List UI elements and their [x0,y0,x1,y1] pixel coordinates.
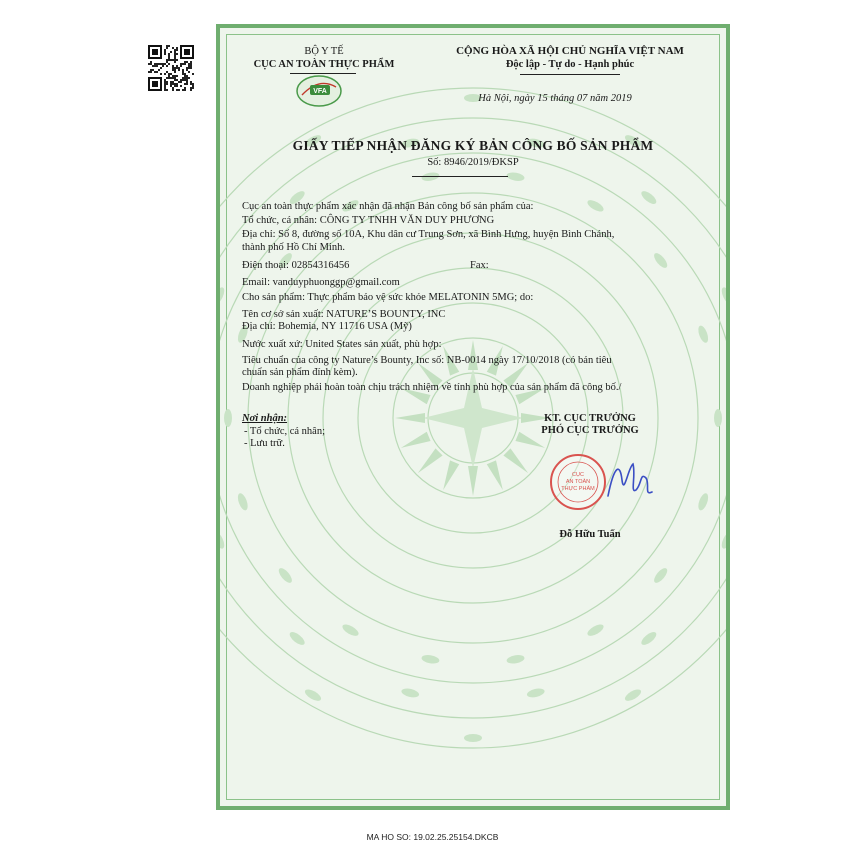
agency-block [224,45,424,71]
motto-underline [520,74,620,75]
fax: Fax: [470,260,489,271]
title-underline [412,176,508,177]
signer-name: Đỗ Hữu Tuấn [559,529,621,540]
email: Email: vanduyphuonggp@gmail.com [242,277,400,288]
qr-code [148,45,194,91]
vfa-logo [294,73,344,109]
responsibility: Doanh nghiệp phải hoàn toàn chịu trách nhiệm về tính phù hợp của sản phẩm đã công bố./ [242,382,622,393]
origin: Nước xuất xứ: United States sản xuất, phù hợp: [242,339,442,350]
issue-date: Hà Nội, ngày 15 tháng 07 năm 2019 [478,93,632,104]
agency-name: CỤC AN TOÀN THỰC PHẨM [253,59,395,70]
svg-text:THỰC PHẨM: THỰC PHẨM [561,486,595,492]
logo-text: VFA [313,88,327,95]
product: Cho sản phẩm: Thực phẩm bảo vệ sức khỏe MELATONIN 5MG; do: [242,292,534,303]
manufacturer: Tên cơ sở sản xuất: NATURE’S BOUNTY, INC [242,309,446,320]
official-stamp [548,452,608,512]
address-line-2: thành phố Hồ Chí Minh. [242,242,345,253]
standard-line-2: chuẩn sản phẩm đính kèm). [242,367,358,378]
address-line-1: Địa chỉ: Số 8, đường số 10A, Khu dân cư Trung Sơn, xã Bình Hưng, huyện Bình Chánh, [242,229,615,240]
standard-line-1: Tiêu chuẩn của công ty Nature’s Bounty, Inc số: NB-0014 ngày 17/10/2018 (có bản tiêu [242,355,612,366]
signer-title-1: KT. CỤC TRƯỞNG [544,413,636,424]
document-title: GIẤY TIẾP NHẬN ĐĂNG KÝ BẢN CÔNG BỐ SẢN PHẨM [292,138,654,153]
recipients-label: Nơi nhận: [242,413,288,424]
nation-block [420,45,720,71]
signature-scribble [600,456,660,508]
intro-text: Cục an toàn thực phẩm xác nhận đã nhận Bản công bố sản phẩm của: [242,201,534,212]
manufacturer-address: Địa chỉ: Bohemia, NY 11716 USA (Mỹ) [242,321,412,332]
ministry-name: BỘ Y TẾ [304,46,344,57]
motto: Độc lập - Tự do - Hạnh phúc [505,59,635,70]
organization: Tổ chức, cá nhân: CÔNG TY TNHH VĂN DUY PHƯƠNG [242,215,495,226]
svg-text:CỤC: CỤC [572,472,584,478]
signer-title-2: PHÓ CỤC TRƯỞNG [541,425,639,436]
recipient-item: - Tổ chức, cá nhân; [244,426,326,437]
nation-title: CỘNG HÒA XÃ HỘI CHỦ NGHĨA VIỆT NAM [456,45,684,57]
svg-text:AN TOÀN: AN TOÀN [565,479,591,485]
certificate [216,24,730,810]
dossier-code: MA HO SO: 19.02.25.25154.DKCB [366,832,499,842]
recipient-item: - Lưu trữ. [244,438,285,449]
phone: Điện thoại: 02854316456 [242,260,350,271]
document-number: Số: 8946/2019/ĐKSP [427,157,519,168]
